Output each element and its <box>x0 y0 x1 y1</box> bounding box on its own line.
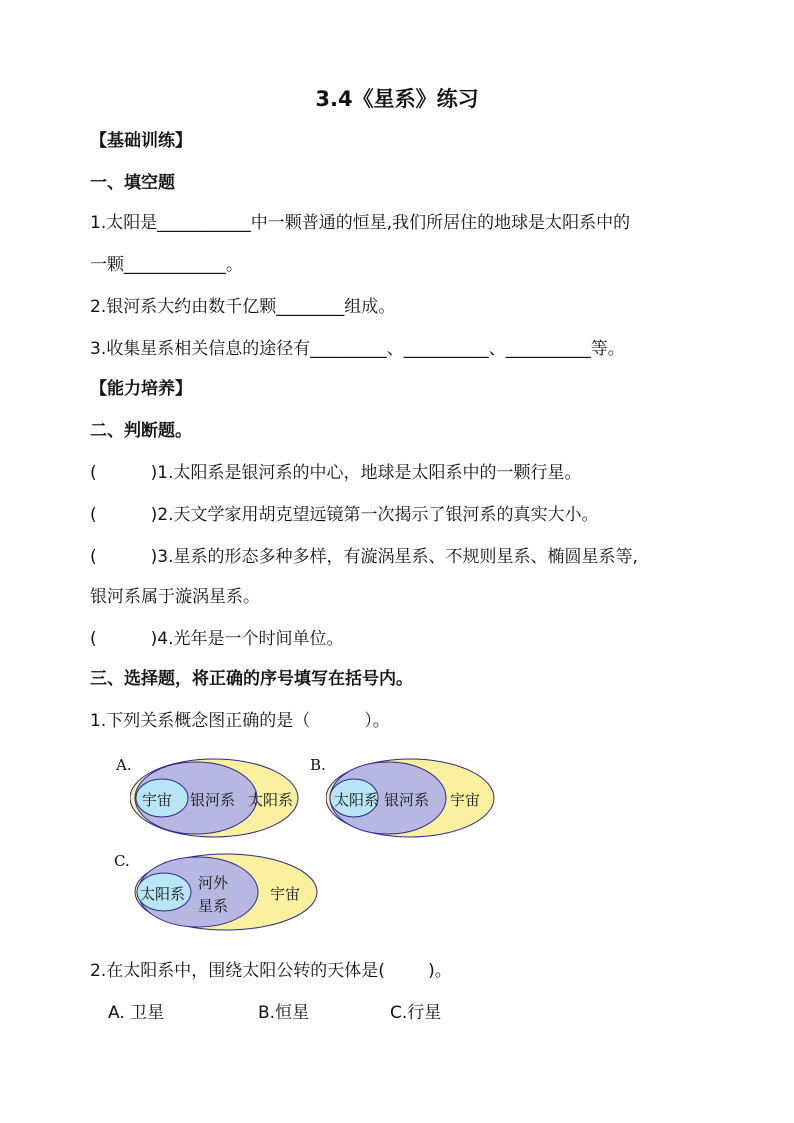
judge-item-4: ( )4.光年是一个时间单位。 <box>90 629 344 649</box>
part2-heading: 二、判断题。 <box>90 421 192 441</box>
q2-option-b: B.恒星 <box>258 1003 310 1023</box>
section-basic-heading: 【基础训练】 <box>90 131 192 151</box>
choice-question-1: 1.下列关系概念图正确的是（ ）。 <box>90 711 390 731</box>
q2-option-c: C.行星 <box>390 1003 442 1023</box>
diagram-c-inner-label: 太阳系 <box>140 885 186 903</box>
fill-question-3: 3.收集星系相关信息的途径有_________、__________、__________等。 <box>90 339 625 359</box>
judge-item-3: ( )3.星系的形态多种多样，有漩涡星系、不规则星系、椭圆星系等, <box>90 547 638 567</box>
judge-item-1: ( )1.太阳系是银河系的中心，地球是太阳系中的一颗行星。 <box>90 463 582 483</box>
diagram-c-middle-label-line2: 星系 <box>198 897 229 915</box>
fill-question-1-line2: 一颗____________。 <box>90 255 243 275</box>
choice-question-2: 2.在太阳系中，围绕太阳公转的天体是( )。 <box>90 961 452 981</box>
page-title: 3.4《星系》练习 <box>315 87 479 111</box>
diagram-b-outer-label: 宇宙 <box>450 791 481 809</box>
diagram-c-outer-label: 宇宙 <box>270 885 301 903</box>
diagram-a-inner-label: 宇宙 <box>142 791 173 809</box>
diagram-b-middle-label: 银河系 <box>384 791 430 809</box>
diagram-a-outer-label: 太阳系 <box>248 791 294 809</box>
part1-heading: 一、填空题 <box>90 173 175 193</box>
part3-heading: 三、选择题，将正确的序号填写在括号内。 <box>90 669 413 689</box>
diagram-c-middle-label-line1: 河外 <box>198 874 229 892</box>
option-b-letter: B. <box>310 756 326 774</box>
option-a-letter: A. <box>116 756 132 774</box>
diagram-b-inner-label: 太阳系 <box>334 791 380 809</box>
judge-item-3-continued: 银河系属于漩涡星系。 <box>90 587 260 607</box>
section-ability-heading: 【能力培养】 <box>90 379 192 399</box>
fill-question-1-line1: 1.太阳是___________中一颗普通的恒星,我们所居住的地球是太阳系中的 <box>90 213 631 233</box>
diagram-a-middle-label: 银河系 <box>190 791 236 809</box>
fill-question-2: 2.银河系大约由数千亿颗________组成。 <box>90 297 396 317</box>
judge-item-2: ( )2.天文学家用胡克望远镜第一次揭示了银河系的真实大小。 <box>90 505 599 525</box>
q2-option-a: A. 卫星 <box>108 1003 165 1023</box>
option-c-letter: C. <box>114 852 130 870</box>
